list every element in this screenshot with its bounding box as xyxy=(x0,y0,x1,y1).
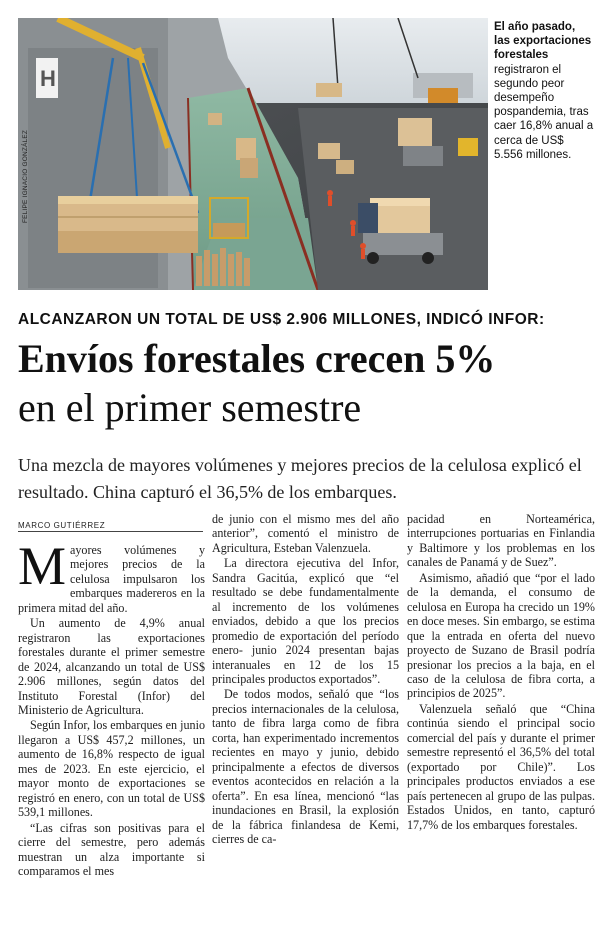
body-paragraph: De todos modos, señaló que “los precios internacionales de la celulosa, tanto de fibra larga como de fibra corta, han experimentado incrementos recientes en mayo y junio, debido principalmente a efectos de diversos eventos acontecidos en relación a la oferta”. En esa línea, mencionó “las inundaciones en Brasil, la explosión de la fábrica finlandesa de Kemi, cierres de ca- xyxy=(212,687,399,846)
article-deck: Una mezcla de mayores volúmenes y mejores precios de la celulosa explicó el resultado. China capturó el 36,5% de los embarques. xyxy=(18,455,582,502)
body-paragraph: Un aumento de 4,9% anual registraron las exportaciones forestales durante el primer semestre de 2024, alcanzando un total de US$ 2.906 millones, según datos del Instituto Forestal (Infor) del Ministerio de Agricultura. xyxy=(18,616,205,717)
article-kicker: ALCANZARON UN TOTAL DE US$ 2.906 MILLONES, INDICÓ INFOR: xyxy=(18,311,545,328)
body-paragraph: “Las cifras son positivas para el cierre del semestre, pero además muestran un alza importante si comparamos el mes xyxy=(18,820,205,878)
body-paragraph: Valenzuela señaló que “China continúa siendo el principal socio comercial del país y durante el primer semestre representó el 36,5% del total (exportado por Chile)”. Los principales productos enviados a ese país pertenecen al grupo de las pulpas. Estados Unidos, en tanto, capturó 17,7% de los embarques forestales. xyxy=(407,701,595,832)
headline-line-1: Envíos forestales crecen 5% xyxy=(18,336,496,381)
body-column-3 xyxy=(407,512,595,833)
body-column-2 xyxy=(212,512,399,847)
photo-caption-lead: El año pasado, las exportaciones forestales xyxy=(494,21,592,62)
byline-rule xyxy=(18,531,203,532)
headline-line-2: en el primer semestre xyxy=(18,385,362,430)
body-paragraph xyxy=(18,536,205,615)
drop-cap: M xyxy=(18,536,67,596)
article-byline: MARCO GUTIÉRREZ xyxy=(18,521,106,530)
photo-caption xyxy=(494,20,594,162)
body-paragraph: Según Infor, los embarques en junio llegaron a US$ 457,2 millones, un aumento de 16,8% respecto de igual mes de 2023. En este ejercicio, el mayor monto de exportaciones se registró en enero, con un total de US$ 539,1 millones. xyxy=(18,718,205,820)
body-column-1 xyxy=(18,536,205,879)
news-photo-port-loading xyxy=(18,18,488,290)
body-paragraph: de junio con el mismo mes del año anterior”, comentó el ministro de Agricultura, Esteban Valenzuela. xyxy=(212,512,399,555)
body-paragraph: pacidad en Norteamérica, interrupciones portuarias en Finlandia y Baltimore y los problemas en los canales de Panamá y de Suez”. xyxy=(407,512,595,570)
photo-caption-text: registraron el segundo peor desempeño pospandemia, tras caer 16,8% anual a cerca de US$ 5.556 millones. xyxy=(494,63,594,161)
photo-credit: FELIPE IGNACIO GONZÁLEZ xyxy=(22,129,29,223)
article-headline xyxy=(18,334,593,432)
ship-marking-text: H xyxy=(40,66,56,91)
body-paragraph: La directora ejecutiva del Infor, Sandra Gacitúa, explicó que “el resultado se debe fundamentalmente al incremento de los volúmenes enviados, debido a que los precios promedio de exportación del período enero- junio 2024 presentan bajas interanuales en 12 de los 15 principales productos exportados”. xyxy=(212,556,399,686)
photo-illustration xyxy=(18,18,488,290)
body-paragraph: Asimismo, añadió que “por el lado de la demanda, el consumo de celulosa en Europa ha crecido un 19% en doce meses. Sin embargo, se estima que la entrada en oferta del nuevo proyecto de Suzano de Brasil podría presionar los precios a la baja, en el caso de la celulosa de fibra corta, a principios de 2025”. xyxy=(407,570,595,701)
body-paragraph-text: ayores volúmenes y mejores precios de la celulosa impulsaron los embarques madereros en la primera mitad del año. xyxy=(18,543,205,615)
